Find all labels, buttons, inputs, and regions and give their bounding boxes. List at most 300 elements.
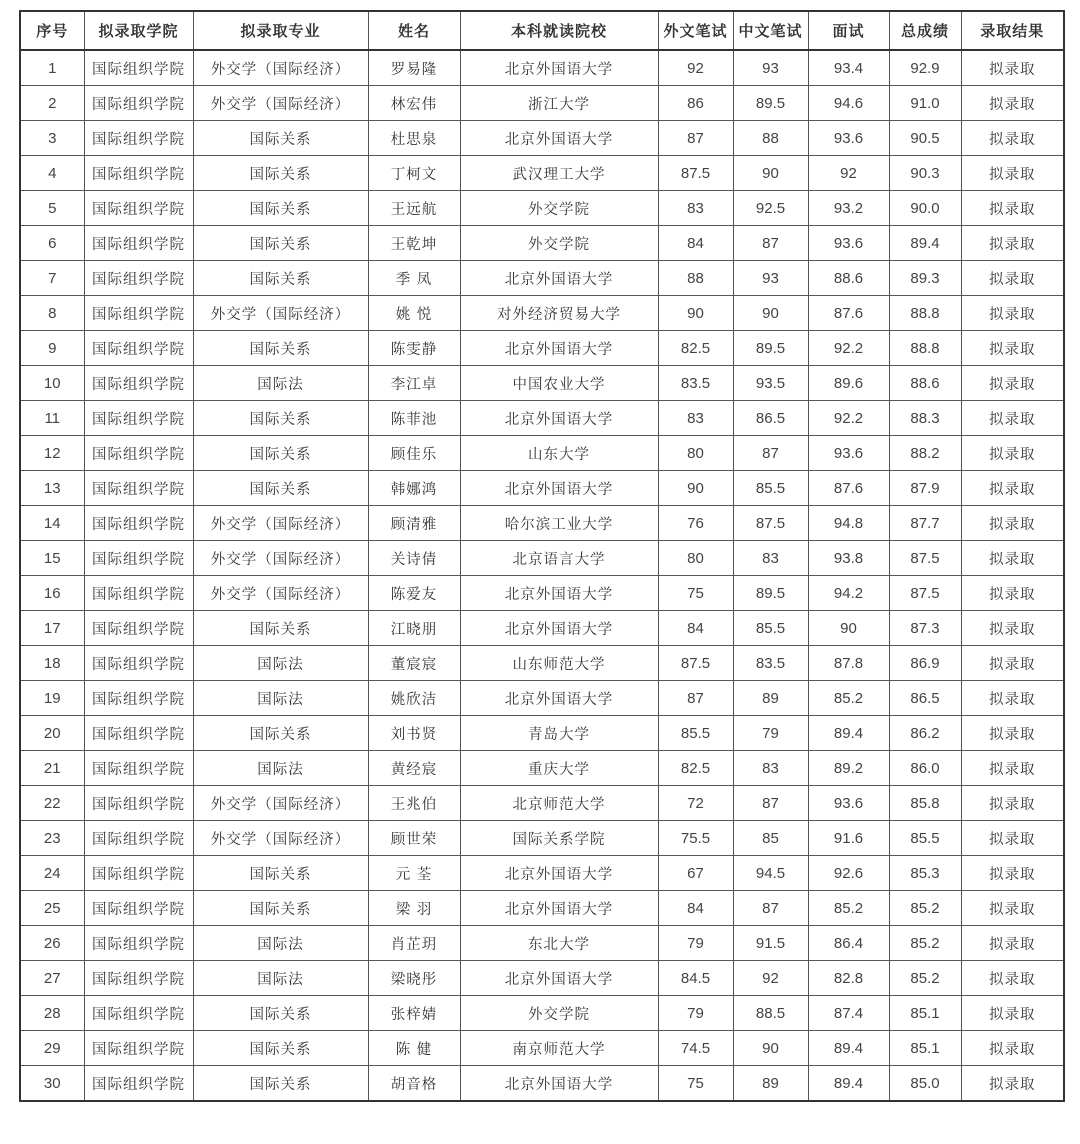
cell-major: 国际法 <box>193 681 368 716</box>
cell-name: 元 荃 <box>368 856 460 891</box>
cell-college: 国际组织学院 <box>84 156 193 191</box>
cell-major: 国际关系 <box>193 121 368 156</box>
cell-total: 91.0 <box>889 86 961 121</box>
cell-foreign-written: 92 <box>658 50 733 86</box>
cell-interview: 87.4 <box>808 996 889 1031</box>
cell-major: 国际关系 <box>193 1066 368 1102</box>
cell-chinese-written: 90 <box>733 1031 808 1066</box>
cell-name: 李江卓 <box>368 366 460 401</box>
cell-major: 外交学（国际经济） <box>193 86 368 121</box>
cell-result: 拟录取 <box>961 611 1064 646</box>
cell-major: 国际关系 <box>193 716 368 751</box>
cell-chinese-written: 85 <box>733 821 808 856</box>
cell-major: 国际关系 <box>193 856 368 891</box>
cell-foreign-written: 87 <box>658 681 733 716</box>
cell-result: 拟录取 <box>961 856 1064 891</box>
cell-total: 87.9 <box>889 471 961 506</box>
cell-index: 15 <box>20 541 84 576</box>
cell-name: 姚 悦 <box>368 296 460 331</box>
table-row <box>20 121 1064 156</box>
cell-result: 拟录取 <box>961 86 1064 121</box>
table-row <box>20 576 1064 611</box>
cell-total: 88.8 <box>889 331 961 366</box>
cell-result: 拟录取 <box>961 471 1064 506</box>
cell-undergrad-school: 北京外国语大学 <box>460 576 658 611</box>
cell-major: 国际关系 <box>193 401 368 436</box>
cell-result: 拟录取 <box>961 296 1064 331</box>
cell-foreign-written: 80 <box>658 541 733 576</box>
cell-chinese-written: 92 <box>733 961 808 996</box>
cell-foreign-written: 90 <box>658 296 733 331</box>
cell-foreign-written: 84 <box>658 226 733 261</box>
table-row <box>20 541 1064 576</box>
table-row <box>20 506 1064 541</box>
cell-index: 1 <box>20 50 84 86</box>
table-row <box>20 786 1064 821</box>
cell-undergrad-school: 山东大学 <box>460 436 658 471</box>
cell-name: 江晓朋 <box>368 611 460 646</box>
cell-interview: 94.8 <box>808 506 889 541</box>
cell-result: 拟录取 <box>961 331 1064 366</box>
cell-interview: 93.6 <box>808 436 889 471</box>
cell-name: 关诗倩 <box>368 541 460 576</box>
cell-result: 拟录取 <box>961 1066 1064 1102</box>
cell-total: 85.2 <box>889 891 961 926</box>
table-row <box>20 156 1064 191</box>
cell-chinese-written: 83 <box>733 541 808 576</box>
cell-college: 国际组织学院 <box>84 716 193 751</box>
cell-foreign-written: 83.5 <box>658 366 733 401</box>
cell-total: 85.0 <box>889 1066 961 1102</box>
cell-foreign-written: 79 <box>658 926 733 961</box>
cell-total: 89.3 <box>889 261 961 296</box>
cell-undergrad-school: 哈尔滨工业大学 <box>460 506 658 541</box>
cell-result: 拟录取 <box>961 121 1064 156</box>
cell-interview: 85.2 <box>808 891 889 926</box>
cell-result: 拟录取 <box>961 891 1064 926</box>
cell-index: 25 <box>20 891 84 926</box>
cell-foreign-written: 79 <box>658 996 733 1031</box>
cell-name: 韩娜鸿 <box>368 471 460 506</box>
cell-name: 肖芷玥 <box>368 926 460 961</box>
cell-college: 国际组织学院 <box>84 961 193 996</box>
cell-undergrad-school: 外交学院 <box>460 226 658 261</box>
cell-major: 国际法 <box>193 961 368 996</box>
cell-index: 7 <box>20 261 84 296</box>
cell-major: 国际关系 <box>193 611 368 646</box>
cell-interview: 92.6 <box>808 856 889 891</box>
cell-foreign-written: 82.5 <box>658 751 733 786</box>
table-row <box>20 891 1064 926</box>
cell-index: 14 <box>20 506 84 541</box>
cell-foreign-written: 84 <box>658 891 733 926</box>
cell-result: 拟录取 <box>961 226 1064 261</box>
cell-name: 杜思泉 <box>368 121 460 156</box>
table-row <box>20 191 1064 226</box>
cell-interview: 89.4 <box>808 1031 889 1066</box>
cell-chinese-written: 93 <box>733 50 808 86</box>
cell-college: 国际组织学院 <box>84 121 193 156</box>
cell-name: 陈爱友 <box>368 576 460 611</box>
cell-chinese-written: 86.5 <box>733 401 808 436</box>
cell-chinese-written: 87.5 <box>733 506 808 541</box>
table-row <box>20 996 1064 1031</box>
table-row <box>20 226 1064 261</box>
cell-foreign-written: 87 <box>658 121 733 156</box>
cell-foreign-written: 88 <box>658 261 733 296</box>
cell-name: 罗易隆 <box>368 50 460 86</box>
table-row <box>20 716 1064 751</box>
cell-index: 21 <box>20 751 84 786</box>
cell-foreign-written: 83 <box>658 401 733 436</box>
table-row <box>20 856 1064 891</box>
cell-result: 拟录取 <box>961 576 1064 611</box>
cell-college: 国际组织学院 <box>84 366 193 401</box>
cell-major: 国际关系 <box>193 996 368 1031</box>
cell-foreign-written: 86 <box>658 86 733 121</box>
header-result: 录取结果 <box>961 11 1064 50</box>
cell-interview: 94.6 <box>808 86 889 121</box>
cell-result: 拟录取 <box>961 401 1064 436</box>
cell-index: 29 <box>20 1031 84 1066</box>
cell-college: 国际组织学院 <box>84 611 193 646</box>
cell-interview: 88.6 <box>808 261 889 296</box>
cell-chinese-written: 87 <box>733 226 808 261</box>
cell-major: 国际关系 <box>193 226 368 261</box>
cell-undergrad-school: 北京师范大学 <box>460 786 658 821</box>
cell-college: 国际组织学院 <box>84 681 193 716</box>
cell-chinese-written: 89.5 <box>733 331 808 366</box>
cell-undergrad-school: 北京外国语大学 <box>460 401 658 436</box>
cell-result: 拟录取 <box>961 366 1064 401</box>
cell-name: 黄经宸 <box>368 751 460 786</box>
table-header-row <box>20 11 1064 50</box>
cell-total: 88.2 <box>889 436 961 471</box>
cell-undergrad-school: 北京外国语大学 <box>460 331 658 366</box>
cell-college: 国际组织学院 <box>84 226 193 261</box>
cell-undergrad-school: 北京外国语大学 <box>460 50 658 86</box>
cell-chinese-written: 89.5 <box>733 576 808 611</box>
header-undergrad-school: 本科就读院校 <box>460 11 658 50</box>
cell-interview: 93.6 <box>808 786 889 821</box>
cell-college: 国际组织学院 <box>84 436 193 471</box>
cell-total: 85.1 <box>889 996 961 1031</box>
table-row <box>20 961 1064 996</box>
cell-name: 顾佳乐 <box>368 436 460 471</box>
cell-foreign-written: 72 <box>658 786 733 821</box>
cell-name: 董宸宸 <box>368 646 460 681</box>
cell-undergrad-school: 北京外国语大学 <box>460 121 658 156</box>
cell-name: 梁晓彤 <box>368 961 460 996</box>
cell-total: 85.3 <box>889 856 961 891</box>
cell-total: 86.5 <box>889 681 961 716</box>
cell-foreign-written: 85.5 <box>658 716 733 751</box>
cell-chinese-written: 88.5 <box>733 996 808 1031</box>
cell-result: 拟录取 <box>961 436 1064 471</box>
cell-foreign-written: 76 <box>658 506 733 541</box>
table-row <box>20 1031 1064 1066</box>
header-foreign-written: 外文笔试 <box>658 11 733 50</box>
cell-index: 26 <box>20 926 84 961</box>
cell-chinese-written: 85.5 <box>733 471 808 506</box>
cell-college: 国际组织学院 <box>84 821 193 856</box>
cell-major: 外交学（国际经济） <box>193 541 368 576</box>
cell-college: 国际组织学院 <box>84 646 193 681</box>
cell-foreign-written: 84 <box>658 611 733 646</box>
cell-result: 拟录取 <box>961 50 1064 86</box>
cell-undergrad-school: 中国农业大学 <box>460 366 658 401</box>
table-row <box>20 926 1064 961</box>
cell-foreign-written: 87.5 <box>658 156 733 191</box>
table-row <box>20 401 1064 436</box>
cell-undergrad-school: 对外经济贸易大学 <box>460 296 658 331</box>
cell-college: 国际组织学院 <box>84 751 193 786</box>
cell-college: 国际组织学院 <box>84 50 193 86</box>
cell-college: 国际组织学院 <box>84 331 193 366</box>
cell-result: 拟录取 <box>961 786 1064 821</box>
cell-total: 86.0 <box>889 751 961 786</box>
cell-undergrad-school: 北京外国语大学 <box>460 611 658 646</box>
cell-major: 国际关系 <box>193 261 368 296</box>
cell-college: 国际组织学院 <box>84 1066 193 1102</box>
cell-undergrad-school: 北京语言大学 <box>460 541 658 576</box>
cell-index: 3 <box>20 121 84 156</box>
cell-chinese-written: 91.5 <box>733 926 808 961</box>
cell-major: 国际关系 <box>193 1031 368 1066</box>
cell-name: 丁柯文 <box>368 156 460 191</box>
cell-name: 王兆伯 <box>368 786 460 821</box>
cell-index: 10 <box>20 366 84 401</box>
cell-college: 国际组织学院 <box>84 506 193 541</box>
cell-foreign-written: 75 <box>658 576 733 611</box>
cell-chinese-written: 90 <box>733 156 808 191</box>
cell-name: 顾清雅 <box>368 506 460 541</box>
cell-result: 拟录取 <box>961 1031 1064 1066</box>
cell-total: 86.2 <box>889 716 961 751</box>
cell-name: 陈 健 <box>368 1031 460 1066</box>
cell-total: 85.2 <box>889 961 961 996</box>
cell-college: 国际组织学院 <box>84 541 193 576</box>
cell-college: 国际组织学院 <box>84 471 193 506</box>
cell-college: 国际组织学院 <box>84 401 193 436</box>
cell-college: 国际组织学院 <box>84 296 193 331</box>
table-row <box>20 261 1064 296</box>
cell-chinese-written: 88 <box>733 121 808 156</box>
cell-undergrad-school: 北京外国语大学 <box>460 891 658 926</box>
cell-total: 90.3 <box>889 156 961 191</box>
cell-chinese-written: 93 <box>733 261 808 296</box>
cell-major: 外交学（国际经济） <box>193 576 368 611</box>
header-index: 序号 <box>20 11 84 50</box>
cell-interview: 89.4 <box>808 716 889 751</box>
cell-chinese-written: 79 <box>733 716 808 751</box>
cell-college: 国际组织学院 <box>84 576 193 611</box>
cell-foreign-written: 83 <box>658 191 733 226</box>
header-interview: 面试 <box>808 11 889 50</box>
cell-name: 季 凤 <box>368 261 460 296</box>
cell-index: 17 <box>20 611 84 646</box>
cell-chinese-written: 89 <box>733 681 808 716</box>
cell-foreign-written: 82.5 <box>658 331 733 366</box>
cell-undergrad-school: 北京外国语大学 <box>460 471 658 506</box>
cell-undergrad-school: 外交学院 <box>460 996 658 1031</box>
table-row <box>20 471 1064 506</box>
cell-result: 拟录取 <box>961 996 1064 1031</box>
cell-index: 30 <box>20 1066 84 1102</box>
cell-total: 87.3 <box>889 611 961 646</box>
cell-major: 国际法 <box>193 366 368 401</box>
cell-chinese-written: 89 <box>733 1066 808 1102</box>
cell-name: 张梓婧 <box>368 996 460 1031</box>
cell-result: 拟录取 <box>961 506 1064 541</box>
header-name: 姓名 <box>368 11 460 50</box>
cell-undergrad-school: 青岛大学 <box>460 716 658 751</box>
cell-undergrad-school: 北京外国语大学 <box>460 261 658 296</box>
table-row <box>20 50 1064 86</box>
cell-total: 85.1 <box>889 1031 961 1066</box>
cell-college: 国际组织学院 <box>84 891 193 926</box>
cell-result: 拟录取 <box>961 716 1064 751</box>
cell-index: 23 <box>20 821 84 856</box>
cell-college: 国际组织学院 <box>84 856 193 891</box>
cell-chinese-written: 87 <box>733 436 808 471</box>
cell-total: 85.8 <box>889 786 961 821</box>
cell-index: 19 <box>20 681 84 716</box>
cell-major: 国际法 <box>193 926 368 961</box>
table-body <box>20 50 1064 1101</box>
cell-name: 王远航 <box>368 191 460 226</box>
cell-chinese-written: 93.5 <box>733 366 808 401</box>
cell-major: 国际法 <box>193 751 368 786</box>
cell-name: 王乾坤 <box>368 226 460 261</box>
cell-index: 13 <box>20 471 84 506</box>
cell-total: 92.9 <box>889 50 961 86</box>
cell-interview: 91.6 <box>808 821 889 856</box>
cell-chinese-written: 87 <box>733 786 808 821</box>
cell-major: 国际法 <box>193 646 368 681</box>
cell-index: 8 <box>20 296 84 331</box>
cell-name: 陈菲池 <box>368 401 460 436</box>
cell-name: 胡音格 <box>368 1066 460 1102</box>
table-row <box>20 821 1064 856</box>
cell-chinese-written: 92.5 <box>733 191 808 226</box>
cell-interview: 87.6 <box>808 296 889 331</box>
cell-chinese-written: 87 <box>733 891 808 926</box>
cell-index: 20 <box>20 716 84 751</box>
cell-interview: 89.6 <box>808 366 889 401</box>
cell-interview: 87.6 <box>808 471 889 506</box>
cell-result: 拟录取 <box>961 926 1064 961</box>
cell-interview: 93.8 <box>808 541 889 576</box>
cell-undergrad-school: 北京外国语大学 <box>460 1066 658 1102</box>
cell-total: 90.0 <box>889 191 961 226</box>
cell-interview: 93.4 <box>808 50 889 86</box>
cell-college: 国际组织学院 <box>84 996 193 1031</box>
cell-undergrad-school: 山东师范大学 <box>460 646 658 681</box>
cell-index: 2 <box>20 86 84 121</box>
cell-foreign-written: 75 <box>658 1066 733 1102</box>
cell-major: 外交学（国际经济） <box>193 506 368 541</box>
cell-major: 外交学（国际经济） <box>193 50 368 86</box>
cell-result: 拟录取 <box>961 156 1064 191</box>
cell-foreign-written: 67 <box>658 856 733 891</box>
cell-total: 87.5 <box>889 541 961 576</box>
cell-total: 85.5 <box>889 821 961 856</box>
cell-name: 刘书贤 <box>368 716 460 751</box>
table-row <box>20 611 1064 646</box>
cell-result: 拟录取 <box>961 541 1064 576</box>
table-row <box>20 86 1064 121</box>
cell-chinese-written: 89.5 <box>733 86 808 121</box>
cell-undergrad-school: 重庆大学 <box>460 751 658 786</box>
cell-index: 27 <box>20 961 84 996</box>
cell-total: 86.9 <box>889 646 961 681</box>
cell-college: 国际组织学院 <box>84 86 193 121</box>
cell-major: 外交学（国际经济） <box>193 786 368 821</box>
cell-index: 9 <box>20 331 84 366</box>
cell-chinese-written: 94.5 <box>733 856 808 891</box>
cell-undergrad-school: 北京外国语大学 <box>460 961 658 996</box>
table-row <box>20 296 1064 331</box>
cell-name: 陈雯静 <box>368 331 460 366</box>
cell-interview: 89.2 <box>808 751 889 786</box>
cell-undergrad-school: 国际关系学院 <box>460 821 658 856</box>
cell-result: 拟录取 <box>961 751 1064 786</box>
cell-index: 22 <box>20 786 84 821</box>
cell-total: 88.6 <box>889 366 961 401</box>
cell-total: 85.2 <box>889 926 961 961</box>
cell-index: 11 <box>20 401 84 436</box>
table-row <box>20 1066 1064 1102</box>
table-row <box>20 331 1064 366</box>
cell-chinese-written: 83.5 <box>733 646 808 681</box>
cell-index: 12 <box>20 436 84 471</box>
cell-college: 国际组织学院 <box>84 261 193 296</box>
cell-foreign-written: 75.5 <box>658 821 733 856</box>
cell-college: 国际组织学院 <box>84 786 193 821</box>
cell-name: 姚欣洁 <box>368 681 460 716</box>
cell-result: 拟录取 <box>961 961 1064 996</box>
cell-interview: 85.2 <box>808 681 889 716</box>
cell-result: 拟录取 <box>961 191 1064 226</box>
table-row <box>20 646 1064 681</box>
cell-index: 4 <box>20 156 84 191</box>
table-row <box>20 366 1064 401</box>
cell-major: 国际关系 <box>193 191 368 226</box>
cell-major: 国际关系 <box>193 891 368 926</box>
table-row <box>20 681 1064 716</box>
header-total: 总成绩 <box>889 11 961 50</box>
cell-interview: 93.6 <box>808 121 889 156</box>
cell-interview: 92.2 <box>808 401 889 436</box>
cell-major: 外交学（国际经济） <box>193 296 368 331</box>
cell-result: 拟录取 <box>961 261 1064 296</box>
cell-total: 89.4 <box>889 226 961 261</box>
table-row <box>20 436 1064 471</box>
cell-undergrad-school: 东北大学 <box>460 926 658 961</box>
cell-interview: 93.6 <box>808 226 889 261</box>
cell-interview: 86.4 <box>808 926 889 961</box>
cell-interview: 89.4 <box>808 1066 889 1102</box>
cell-undergrad-school: 外交学院 <box>460 191 658 226</box>
cell-major: 外交学（国际经济） <box>193 821 368 856</box>
cell-interview: 92.2 <box>808 331 889 366</box>
cell-major: 国际关系 <box>193 471 368 506</box>
cell-total: 87.5 <box>889 576 961 611</box>
cell-result: 拟录取 <box>961 821 1064 856</box>
cell-chinese-written: 85.5 <box>733 611 808 646</box>
cell-undergrad-school: 南京师范大学 <box>460 1031 658 1066</box>
